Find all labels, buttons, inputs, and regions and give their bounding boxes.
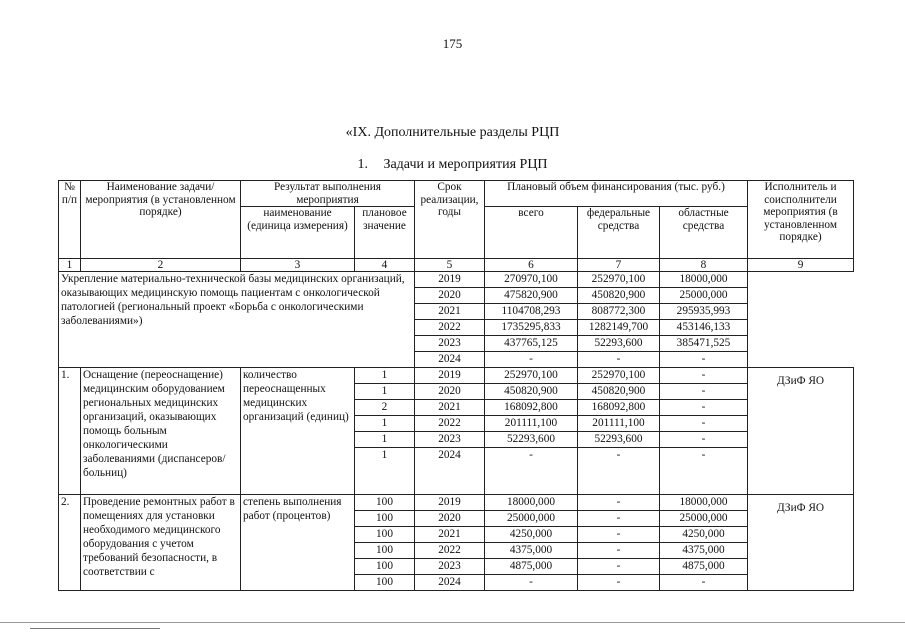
col-number: 1 — [59, 259, 81, 272]
col-number: 2 — [81, 259, 241, 272]
regional-cell: 18000,000 — [660, 272, 748, 288]
year-cell: 2020 — [415, 511, 485, 527]
year-cell: 2022 — [415, 320, 485, 336]
total-cell: 18000,000 — [485, 495, 578, 511]
federal-cell: - — [578, 559, 660, 575]
total-cell: 25000,000 — [485, 511, 578, 527]
plan-cell: 1 — [355, 448, 415, 495]
year-cell: 2021 — [415, 527, 485, 543]
total-cell: 1735295,833 — [485, 320, 578, 336]
column-numbers-row — [59, 259, 854, 272]
year-cell: 2022 — [415, 416, 485, 432]
total-cell: 270970,100 — [485, 272, 578, 288]
tasks-table — [58, 180, 854, 591]
federal-cell: 252970,100 — [578, 272, 660, 288]
header-result-plan: плановое значение — [355, 207, 415, 259]
year-cell: 2022 — [415, 543, 485, 559]
plan-cell: 100 — [355, 527, 415, 543]
plan-cell: 1 — [355, 384, 415, 400]
col-number: 7 — [578, 259, 660, 272]
federal-cell: 252970,100 — [578, 368, 660, 384]
regional-cell: 295935,993 — [660, 304, 748, 320]
regional-cell: - — [660, 384, 748, 400]
total-cell: 252970,100 — [485, 368, 578, 384]
measure-executor: ДЗиФ ЯО — [748, 495, 854, 591]
year-cell: 2021 — [415, 400, 485, 416]
header-federal: федеральные средства — [578, 207, 660, 259]
header-total: всего — [485, 207, 578, 259]
measure-executor: ДЗиФ ЯО — [748, 368, 854, 495]
regional-cell: - — [660, 575, 748, 591]
header-executor: Исполнитель и соисполнители мероприятия (в установленном порядке) — [748, 181, 854, 259]
plan-cell: 2 — [355, 400, 415, 416]
regional-cell: - — [660, 368, 748, 384]
federal-cell: - — [578, 448, 660, 495]
federal-cell: 52293,600 — [578, 336, 660, 352]
plan-cell: 1 — [355, 416, 415, 432]
regional-cell: 385471,525 — [660, 336, 748, 352]
col-number: 5 — [415, 259, 485, 272]
col-number: 3 — [241, 259, 355, 272]
header-term: Срок реализации, годы — [415, 181, 485, 259]
year-cell: 2021 — [415, 304, 485, 320]
regional-cell: - — [660, 432, 748, 448]
header-regional: областные средства — [660, 207, 748, 259]
measure-name: Проведение ремонтных работ в помещениях для установки необходимого медицинского оборудования с учетом требований безопасности, в соответствии с — [81, 495, 241, 591]
year-cell: 2024 — [415, 575, 485, 591]
header-result-name: наименование (единица измерения) — [241, 207, 355, 259]
regional-cell: 25000,000 — [660, 288, 748, 304]
year-cell: 2023 — [415, 336, 485, 352]
year-cell: 2023 — [415, 559, 485, 575]
federal-cell: - — [578, 511, 660, 527]
measure-row — [59, 368, 854, 384]
federal-cell: - — [578, 543, 660, 559]
year-cell: 2024 — [415, 352, 485, 368]
page-number: 175 — [442, 36, 463, 51]
measure-indicator: количество переоснащенных медицинских организаций (единиц) — [241, 368, 355, 495]
year-cell: 2023 — [415, 432, 485, 448]
measure-number: 2. — [59, 495, 81, 591]
col-number: 9 — [748, 259, 854, 272]
federal-cell: 1282149,700 — [578, 320, 660, 336]
task-text: Укрепление материально-технической базы медицинских организаций, оказывающих медицинскую помощь пациентам с онкологической патологией (региональный проект «Борьба с онкологическими заболеваниями») — [59, 272, 415, 368]
subsection-text: Задачи и мероприятия РЦП — [383, 157, 548, 172]
task-row — [59, 272, 854, 288]
total-cell: 201111,100 — [485, 416, 578, 432]
header-result: Результат выполнения мероприятия — [241, 181, 415, 207]
year-cell: 2019 — [415, 368, 485, 384]
col-number: 8 — [660, 259, 748, 272]
plan-cell: 100 — [355, 495, 415, 511]
federal-cell: - — [578, 495, 660, 511]
total-cell: - — [485, 575, 578, 591]
regional-cell: - — [660, 448, 748, 495]
regional-cell: 25000,000 — [660, 511, 748, 527]
federal-cell: 450820,900 — [578, 288, 660, 304]
header-num: № п/п — [59, 181, 81, 259]
federal-cell: - — [578, 352, 660, 368]
plan-cell: 1 — [355, 432, 415, 448]
regional-cell: 453146,133 — [660, 320, 748, 336]
total-cell: 4375,000 — [485, 543, 578, 559]
year-cell: 2020 — [415, 384, 485, 400]
header-finance: Плановый объем финансирования (тыс. руб.) — [485, 181, 748, 207]
total-cell: 4875,000 — [485, 559, 578, 575]
federal-cell: 450820,900 — [578, 384, 660, 400]
total-cell: 437765,125 — [485, 336, 578, 352]
total-cell: 52293,600 — [485, 432, 578, 448]
regional-cell: 4375,000 — [660, 543, 748, 559]
measure-row — [59, 495, 854, 511]
year-cell: 2019 — [415, 495, 485, 511]
federal-cell: 168092,800 — [578, 400, 660, 416]
year-cell: 2024 — [415, 448, 485, 495]
regional-cell: - — [660, 352, 748, 368]
section-title: «IX. Дополнительные разделы РЦП — [345, 125, 560, 140]
footnote-rule — [30, 628, 160, 629]
plan-cell: 100 — [355, 511, 415, 527]
federal-cell: 808772,300 — [578, 304, 660, 320]
plan-cell: 100 — [355, 543, 415, 559]
plan-cell: 100 — [355, 575, 415, 591]
total-cell: 1104708,293 — [485, 304, 578, 320]
total-cell: - — [485, 352, 578, 368]
federal-cell: - — [578, 527, 660, 543]
col-number: 6 — [485, 259, 578, 272]
measure-number: 1. — [59, 368, 81, 495]
regional-cell: - — [660, 416, 748, 432]
regional-cell: - — [660, 400, 748, 416]
subsection-number: 1. — [357, 157, 368, 172]
regional-cell: 4875,000 — [660, 559, 748, 575]
measure-indicator: степень выполнения работ (процентов) — [241, 495, 355, 591]
year-cell: 2020 — [415, 288, 485, 304]
plan-cell: 1 — [355, 368, 415, 384]
total-cell: - — [485, 448, 578, 495]
page-bottom-rule — [0, 622, 905, 623]
total-cell: 475820,900 — [485, 288, 578, 304]
plan-cell: 100 — [355, 559, 415, 575]
subsection-title — [0, 157, 905, 173]
total-cell: 450820,900 — [485, 384, 578, 400]
regional-cell: 18000,000 — [660, 495, 748, 511]
header-name: Наименование задачи/мероприятия (в установленном порядке) — [81, 181, 241, 259]
year-cell: 2019 — [415, 272, 485, 288]
measure-name: Оснащение (переоснащение) медицинским оборудованием региональных медицинских организаций, оказывающих помощь больным онкологическими заболеваниями (диспансеров/больниц) — [81, 368, 241, 495]
col-number: 4 — [355, 259, 415, 272]
total-cell: 168092,800 — [485, 400, 578, 416]
total-cell: 4250,000 — [485, 527, 578, 543]
federal-cell: 52293,600 — [578, 432, 660, 448]
federal-cell: - — [578, 575, 660, 591]
federal-cell: 201111,100 — [578, 416, 660, 432]
regional-cell: 4250,000 — [660, 527, 748, 543]
